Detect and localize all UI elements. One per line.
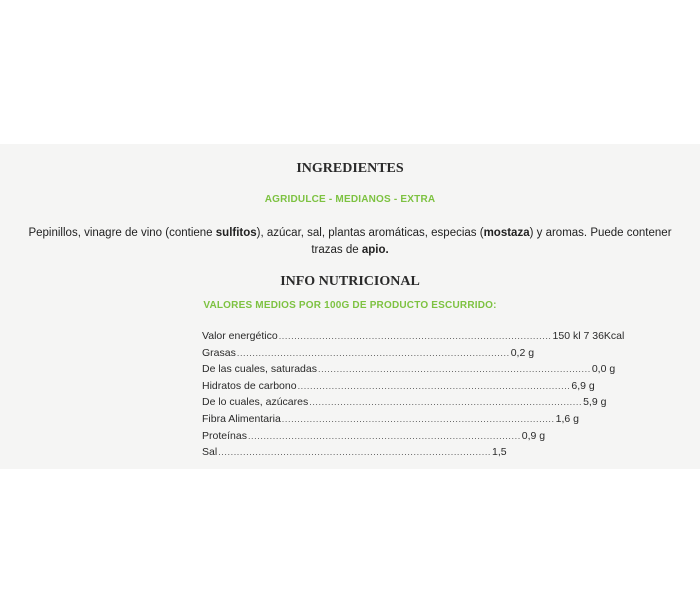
dot-leader: ........................................................................................ xyxy=(236,347,510,358)
nutrition-label: Hidratos de carbono xyxy=(202,379,297,392)
nutrition-value: 0,9 g xyxy=(521,429,546,442)
nutrition-value: 6,9 g xyxy=(571,379,595,392)
ingredients-part: Pepinillos, vinagre de vino (contiene xyxy=(28,227,216,239)
dot-leader: ........................................................................................ xyxy=(309,397,583,408)
nutrition-title: INFO NUTRICIONAL xyxy=(280,274,420,289)
allergen-apio: apio. xyxy=(361,244,389,256)
nutrition-subtitle: VALORES MEDIOS POR 100G DE PRODUCTO ESCURRIDO: xyxy=(203,300,497,311)
nutrition-value: 1,6 g xyxy=(555,412,579,425)
nutrition-value: 0,0 g xyxy=(591,363,616,376)
nutrition-row xyxy=(202,330,625,347)
nutrition-value: 150 kl 7 36Kcal xyxy=(552,330,625,342)
nutrition-row xyxy=(202,429,546,447)
nutrition-label: Proteínas xyxy=(202,429,247,442)
nutrition-value: 5,9 g xyxy=(583,396,607,409)
ingredients-part: ) y aromas. Puede contener trazas de xyxy=(311,227,672,256)
ingredients-text xyxy=(20,225,680,259)
nutrition-value: 0,2 g xyxy=(510,346,535,359)
dot-leader: ........................................................................................ xyxy=(297,380,571,391)
ingredients-title: INGREDIENTES xyxy=(296,161,404,176)
dot-leader: ........................................................................................ xyxy=(317,364,591,375)
allergen-sulfitos: sulfitos xyxy=(215,227,257,239)
product-info-panel xyxy=(0,144,700,469)
dot-leader: ........................................................................................ xyxy=(247,430,521,441)
nutrition-row xyxy=(202,346,535,364)
nutrition-value: 1,5 xyxy=(492,446,507,459)
dot-leader: ........................................................................................ xyxy=(278,331,552,341)
ingredients-part: ), azúcar, sal, plantas aromáticas, especias ( xyxy=(256,227,484,239)
nutrition-label: Sal xyxy=(202,446,218,459)
nutrition-label: Grasas xyxy=(202,346,236,359)
dot-leader: ........................................................................................ xyxy=(218,447,492,458)
nutrition-row xyxy=(202,446,507,463)
nutrition-label: De las cuales, saturadas xyxy=(202,363,317,376)
dot-leader: ........................................................................................ xyxy=(281,413,555,424)
nutrition-row xyxy=(202,379,595,397)
allergen-mostaza: mostaza xyxy=(483,227,530,239)
nutrition-row xyxy=(202,412,579,430)
nutrition-label: De lo cuales, azúcares xyxy=(202,396,309,409)
ingredients-subtitle: AGRIDULCE - MEDIANOS - EXTRA xyxy=(264,194,436,205)
nutrition-table xyxy=(202,330,625,463)
nutrition-row xyxy=(202,396,607,413)
nutrition-row xyxy=(202,363,616,380)
nutrition-label: Fibra Alimentaria xyxy=(202,412,281,425)
nutrition-label: Valor energético xyxy=(202,330,278,342)
